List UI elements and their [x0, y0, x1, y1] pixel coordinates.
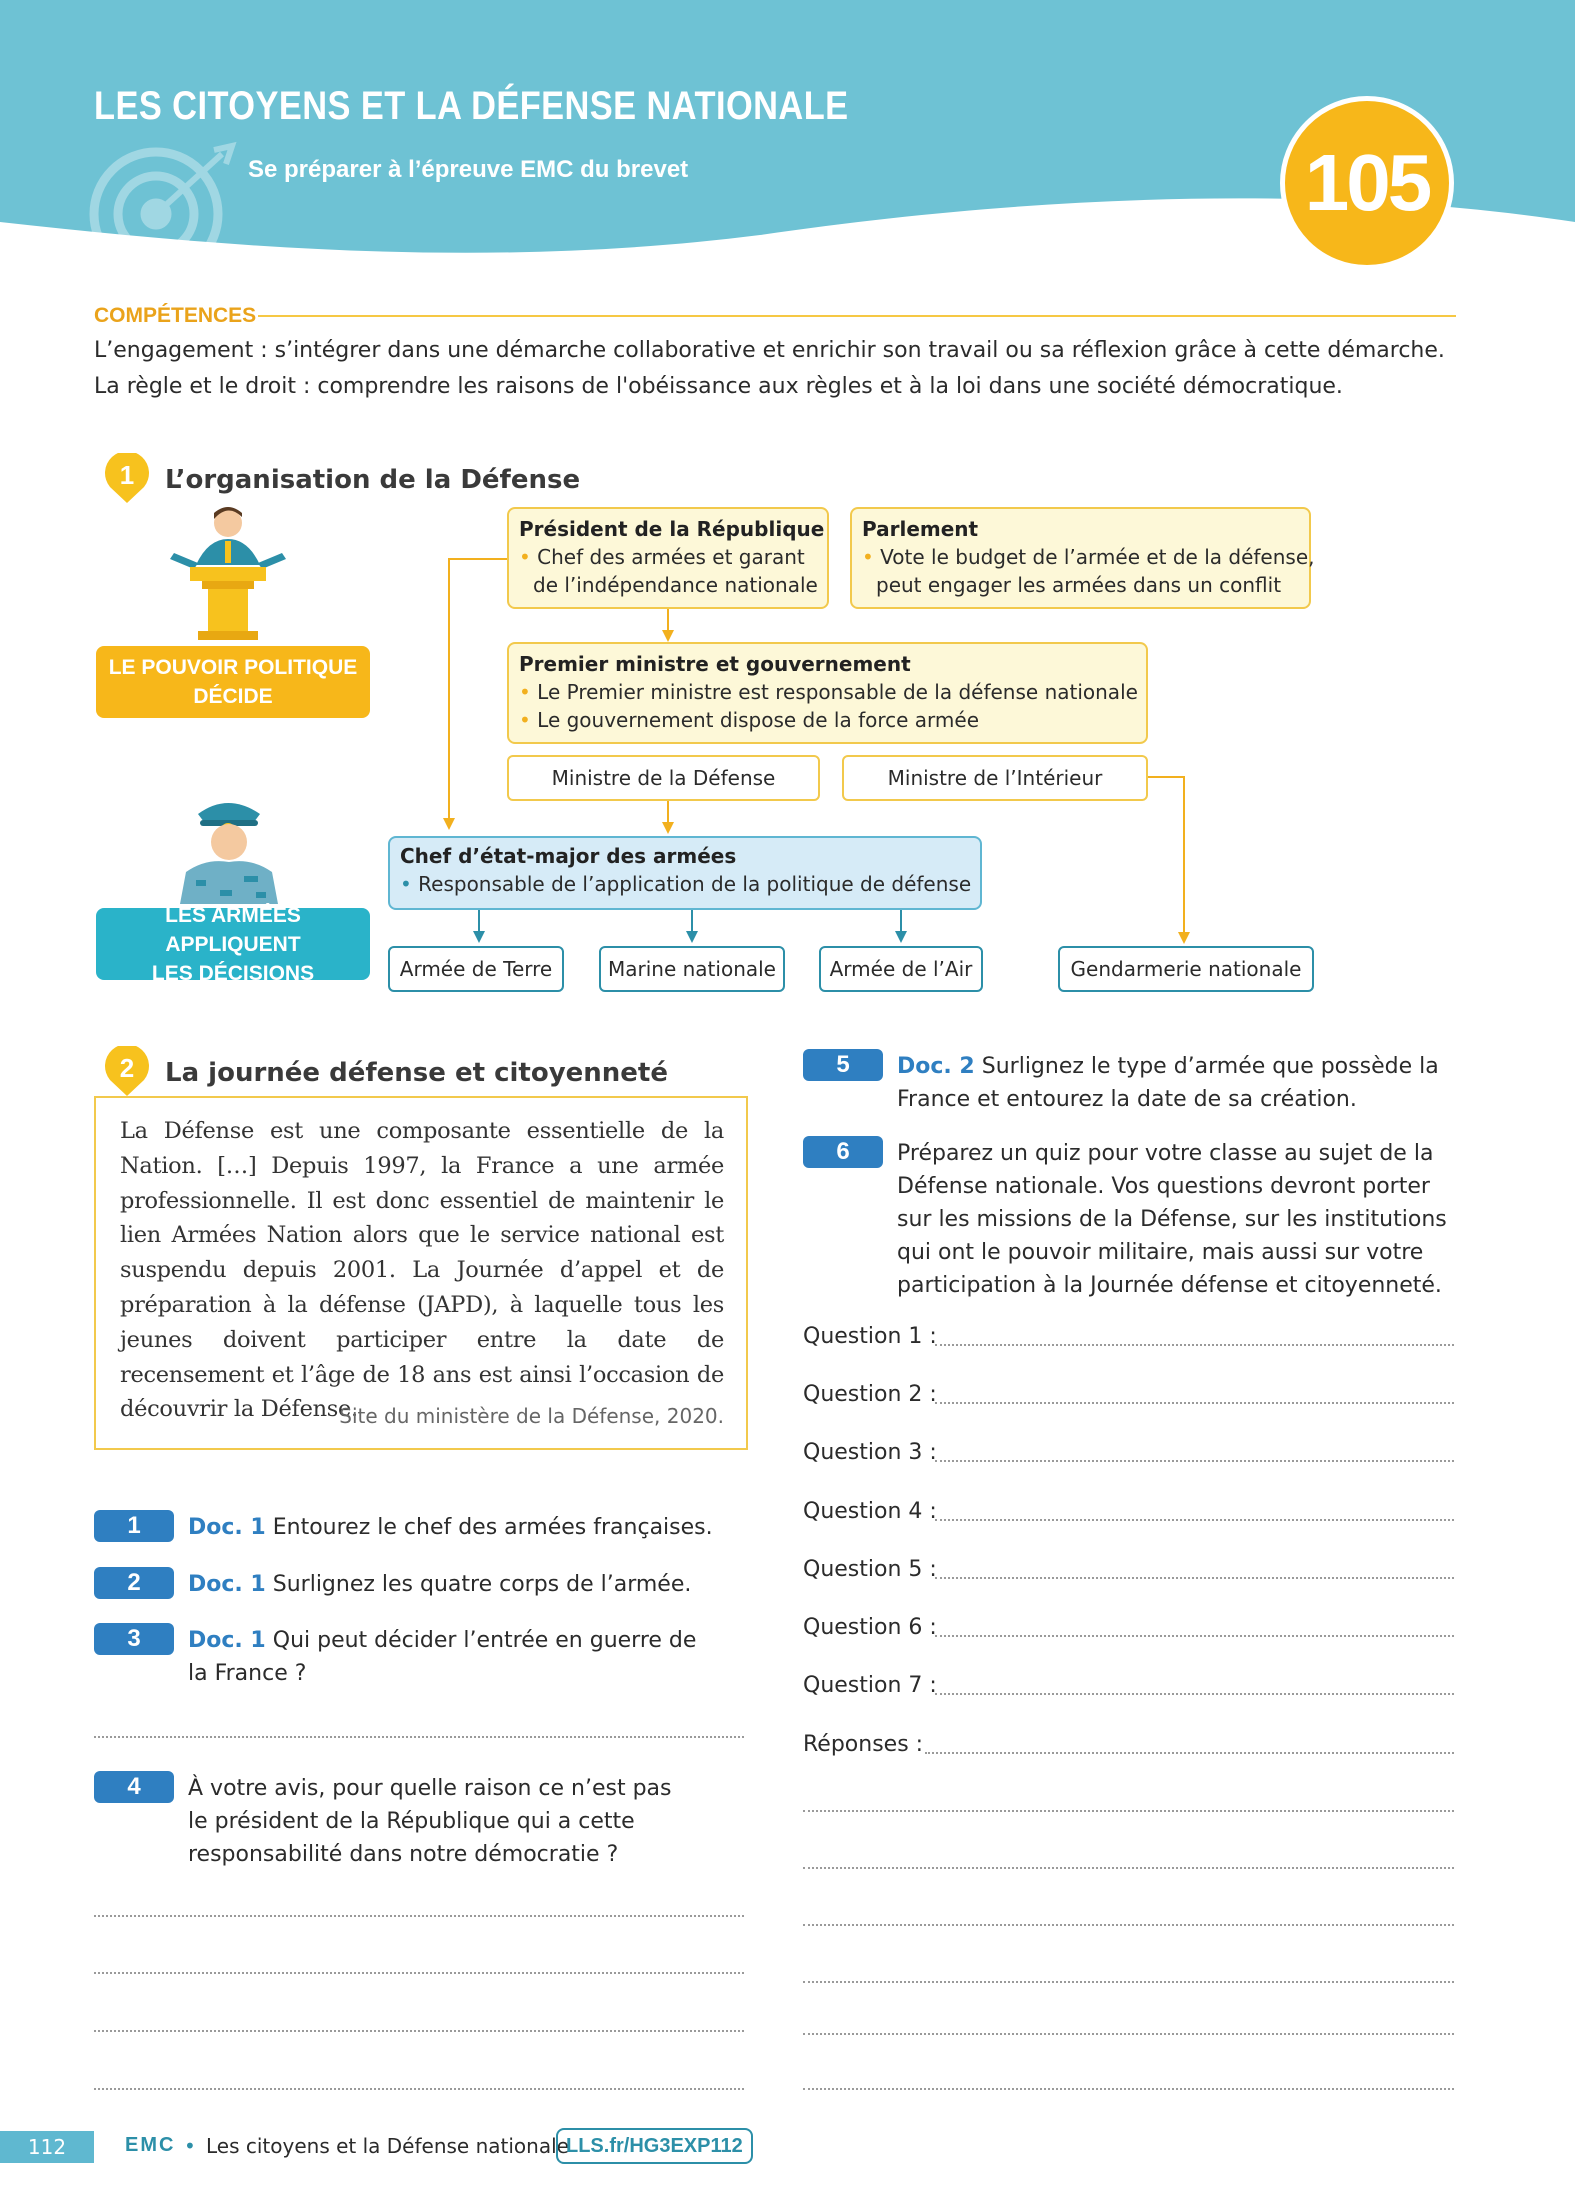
question-body: Entourez le chef des armées françaises. — [272, 1515, 713, 1540]
lesson-number-badge: 105 — [1280, 96, 1454, 270]
question-number: 4 — [94, 1771, 174, 1803]
tag-line: DÉCIDE — [193, 685, 273, 708]
quiz-answer-line[interactable] — [935, 1635, 1454, 1637]
question-text — [188, 1624, 708, 1690]
answer-line[interactable] — [94, 2088, 744, 2090]
competence-line: La règle et le droit : comprendre les raisons de l'obéissance aux règles et à la loi dans une société démocratique. — [94, 374, 1343, 399]
question-number: 6 — [803, 1136, 883, 1168]
footer-separator: • — [184, 2134, 196, 2158]
competences-title: COMPÉTENCES — [94, 304, 257, 327]
answer-line[interactable] — [94, 1972, 744, 1974]
answer-line[interactable] — [94, 1736, 744, 1738]
box-army-corps: Armée de l’Air — [819, 946, 983, 992]
tag-line: LES DÉCISIONS — [151, 961, 315, 985]
question-number: 1 — [94, 1510, 174, 1542]
bullet: • — [519, 680, 531, 704]
box-minister-interior: Ministre de l’Intérieur — [842, 755, 1148, 801]
quiz-answer-line[interactable] — [935, 1460, 1454, 1462]
quiz-label: Question 2 : — [803, 1382, 937, 1407]
parliament-line-text: peut engager les armées dans un conflit — [876, 573, 1282, 597]
question-text — [188, 1511, 748, 1544]
quiz-answer-line[interactable] — [803, 2088, 1454, 2090]
question-text — [897, 1137, 1457, 1302]
quiz-label: Question 6 : — [803, 1615, 937, 1640]
parliament-title: Parlement — [862, 517, 979, 541]
box-minister-defense: Ministre de la Défense — [507, 755, 820, 801]
bullet: • — [519, 545, 531, 569]
question-body: Préparez un quiz pour votre classe au sujet de la Défense nationale. Vos questions devront porter sur les missions de la Défense, sur les institutions qui ont le pouvoir militaire, mais aussi sur votre participation à la Journée défense et citoyenneté. — [897, 1141, 1447, 1298]
footer-subject: EMC — [125, 2134, 176, 2156]
parliament-line-text: Vote le budget de l’armée et de la défense, — [880, 545, 1315, 569]
quiz-label: Question 1 : — [803, 1324, 937, 1349]
president-line — [519, 543, 817, 571]
quiz-answer-line[interactable] — [803, 2033, 1454, 2035]
question-text — [188, 1568, 748, 1601]
page-subtitle: Se préparer à l’épreuve EMC du brevet — [248, 156, 689, 183]
competence-line: L’engagement : s’intégrer dans une démarche collaborative et enrichir son travail ou sa réflexion grâce à cette démarche. — [94, 338, 1445, 363]
question-number: 2 — [94, 1567, 174, 1599]
government-line-text: Le Premier ministre est responsable de la défense nationale — [537, 680, 1138, 704]
chief-of-staff-line-text: Responsable de l’application de la politique de défense — [418, 872, 972, 896]
quiz-answer-line[interactable] — [803, 1981, 1454, 1983]
quiz-answer-line[interactable] — [935, 1693, 1454, 1695]
footer-chapter: Les citoyens et la Défense nationale — [206, 2134, 569, 2158]
question-text — [188, 1772, 688, 1871]
question-body: Surlignez les quatre corps de l’armée. — [272, 1572, 692, 1597]
doc1-title: L’organisation de la Défense — [165, 465, 581, 495]
president-line-text: Chef des armées et garant — [537, 545, 805, 569]
page-number: 112 — [0, 2131, 94, 2163]
bullet: • — [400, 872, 412, 896]
answer-line[interactable] — [94, 2030, 744, 2032]
tag-line: LES ARMÉES APPLIQUENT — [165, 903, 301, 956]
chief-of-staff-line — [400, 870, 970, 898]
box-army-corps: Armée de Terre — [388, 946, 564, 992]
box-army-corps: Gendarmerie nationale — [1058, 946, 1314, 992]
box-chief-of-staff — [388, 836, 982, 910]
quiz-answer-line[interactable] — [935, 1402, 1454, 1404]
doc2-text: La Défense est une composante essentielle de la Nation. […] Depuis 1997, la France a une armée professionnelle. Il est donc essentiel de maintenir le lien Armées Nation alors que le service national est suspendu depuis 2001. La Journée d’appel et de préparation à la défense (JAPD), à laquelle tous les jeunes doivent participer entre la date de recensement et l’âge de 18 ans est ainsi l’occasion de découvrir la Défense. — [120, 1118, 724, 1423]
quiz-answer-line[interactable] — [935, 1519, 1454, 1521]
svg-text:2: 2 — [119, 1053, 135, 1083]
question-body: Surlignez le type d’armée que possède la France et entourez la date de sa création. — [897, 1054, 1439, 1112]
quiz-label: Question 4 : — [803, 1499, 937, 1524]
question-body: Qui peut décider l’entrée en guerre de la France ? — [188, 1628, 697, 1686]
answer-line[interactable] — [94, 1915, 744, 1917]
question-number: 5 — [803, 1049, 883, 1081]
svg-text:1: 1 — [119, 460, 135, 490]
quiz-answer-line[interactable] — [803, 1810, 1454, 1812]
bullet: • — [862, 545, 874, 569]
quiz-answer-line[interactable] — [925, 1752, 1454, 1754]
government-line — [519, 706, 1136, 734]
quiz-label: Question 3 : — [803, 1440, 937, 1465]
bullet: • — [519, 708, 531, 732]
quiz-label: Question 7 : — [803, 1673, 937, 1698]
quiz-label: Réponses : — [803, 1732, 924, 1757]
box-army-corps: Marine nationale — [599, 946, 785, 992]
quiz-answer-line[interactable] — [935, 1344, 1454, 1346]
president-title: Président de la République — [519, 517, 825, 541]
quiz-answer-line[interactable] — [935, 1577, 1454, 1579]
footer-link[interactable]: LLS.fr/HG3EXP112 — [556, 2128, 753, 2164]
doc-number-pin — [102, 1046, 152, 1096]
question-number: 3 — [94, 1623, 174, 1655]
doc-reference: Doc. 2 — [897, 1054, 975, 1079]
government-line-text: Le gouvernement dispose de la force armée — [537, 708, 980, 732]
government-line — [519, 678, 1136, 706]
doc-reference: Doc. 1 — [188, 1572, 266, 1597]
page-title: LES CITOYENS ET LA DÉFENSE NATIONALE — [94, 84, 849, 128]
doc-reference: Doc. 1 — [188, 1628, 266, 1653]
quiz-answer-line[interactable] — [803, 1867, 1454, 1869]
chief-of-staff-title: Chef d’état-major des armées — [400, 844, 737, 868]
doc2-source: Site du ministère de la Défense, 2020. — [339, 1404, 724, 1428]
doc2-title: La journée défense et citoyenneté — [165, 1058, 668, 1088]
question-text — [897, 1050, 1457, 1116]
doc-reference: Doc. 1 — [188, 1515, 266, 1540]
president-line-text: de l’indépendance nationale — [533, 573, 818, 597]
quiz-label: Question 5 : — [803, 1557, 937, 1582]
question-body: À votre avis, pour quelle raison ce n’est pas le président de la République qui a cette responsabilité dans notre démocratie ? — [188, 1776, 672, 1867]
quiz-answer-line[interactable] — [803, 1924, 1454, 1926]
box-president — [507, 507, 829, 609]
box-government — [507, 642, 1148, 744]
tag-line: LE POUVOIR POLITIQUE — [108, 656, 358, 679]
parliament-line — [862, 543, 1315, 571]
government-title: Premier ministre et gouvernement — [519, 652, 911, 676]
box-parliament — [850, 507, 1315, 609]
